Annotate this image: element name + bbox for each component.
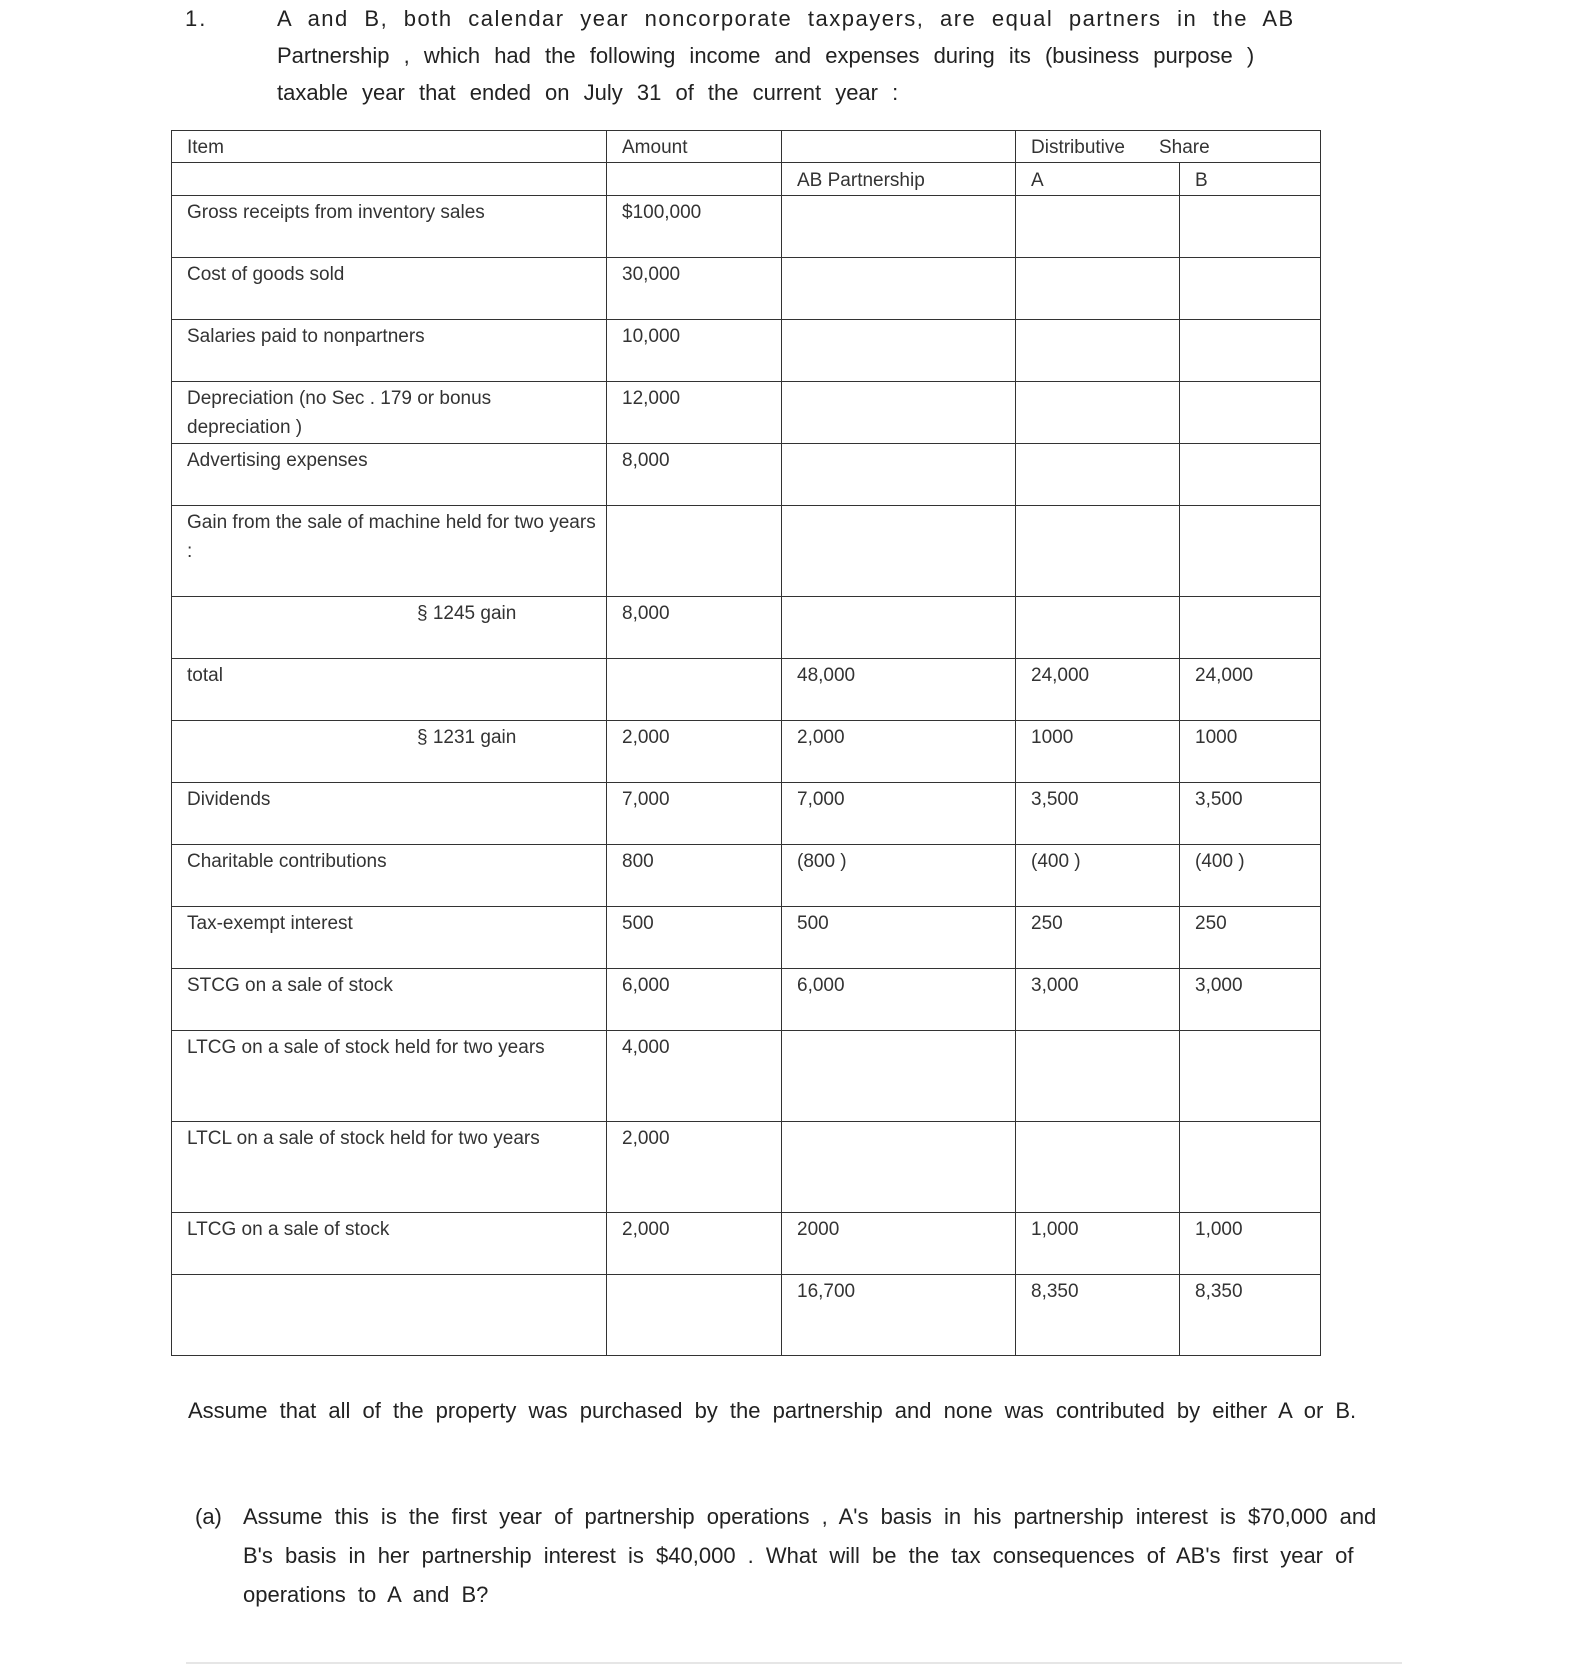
problem-statement	[277, 0, 1402, 111]
amount-cell: 2,000	[607, 1122, 782, 1213]
amount-cell	[607, 506, 782, 597]
amount-cell	[607, 659, 782, 721]
table-row	[172, 969, 1321, 1031]
amount-cell: 12,000	[607, 382, 782, 444]
item-cell: Tax-exempt interest	[172, 907, 607, 969]
amount-cell: 800	[607, 845, 782, 907]
question-label: (a)	[195, 1504, 222, 1529]
ab-partnership-cell: 7,000	[782, 783, 1016, 845]
ab-partnership-cell: 16,700	[782, 1275, 1016, 1356]
share-b-cell: 1000	[1180, 721, 1321, 783]
item-cell	[172, 1275, 607, 1356]
amount-cell: 30,000	[607, 258, 782, 320]
table-row	[172, 907, 1321, 969]
amount-cell: 10,000	[607, 320, 782, 382]
ab-partnership-cell	[782, 444, 1016, 506]
ab-partnership-cell: (800 )	[782, 845, 1016, 907]
table-row	[172, 382, 1321, 444]
table-row	[172, 506, 1321, 597]
amount-cell: 2,000	[607, 721, 782, 783]
share-a-cell	[1016, 597, 1180, 659]
problem-number: 1.	[185, 6, 208, 31]
problem-line-2: Partnership , which had the following income and expenses during its (business purpose )	[277, 43, 1255, 68]
problem-line-3: taxable year that ended on July 31 of the current year :	[277, 80, 899, 105]
share-b-cell: 8,350	[1180, 1275, 1321, 1356]
bottom-divider	[186, 1662, 1402, 1664]
share-a-cell	[1016, 320, 1180, 382]
share-a-cell	[1016, 196, 1180, 258]
amount-cell: $100,000	[607, 196, 782, 258]
table-row	[172, 1275, 1321, 1356]
share-a-cell	[1016, 444, 1180, 506]
ab-partnership-cell: 500	[782, 907, 1016, 969]
item-cell: Salaries paid to nonpartners	[172, 320, 607, 382]
share-a-cell: 24,000	[1016, 659, 1180, 721]
share-a-cell: 1000	[1016, 721, 1180, 783]
share-a-cell: (400 )	[1016, 845, 1180, 907]
share-b-cell	[1180, 320, 1321, 382]
share-a-cell: 3,000	[1016, 969, 1180, 1031]
amount-cell: 8,000	[607, 597, 782, 659]
share-b-cell	[1180, 1031, 1321, 1122]
subheader-blank-2	[607, 163, 782, 196]
table-row	[172, 721, 1321, 783]
table-row	[172, 845, 1321, 907]
problem-line-1: A and B, both calendar year noncorporate taxpayers, are equal partners in the AB	[277, 6, 1295, 31]
header-distributive-share	[1016, 131, 1321, 163]
share-b-cell: 24,000	[1180, 659, 1321, 721]
share-b-cell	[1180, 597, 1321, 659]
item-cell: total	[172, 659, 607, 721]
item-cell: LTCG on a sale of stock	[172, 1213, 607, 1275]
item-cell: STCG on a sale of stock	[172, 969, 607, 1031]
ab-partnership-cell	[782, 597, 1016, 659]
share-a-cell: 1,000	[1016, 1213, 1180, 1275]
table-row	[172, 1031, 1321, 1122]
header-amount: Amount	[607, 131, 782, 163]
share-b-cell: (400 )	[1180, 845, 1321, 907]
share-b-cell: 250	[1180, 907, 1321, 969]
ab-partnership-cell	[782, 1122, 1016, 1213]
ab-partnership-cell: 6,000	[782, 969, 1016, 1031]
item-cell: LTCL on a sale of stock held for two years	[172, 1122, 607, 1213]
table-subheader-row	[172, 163, 1321, 196]
item-cell: § 1245 gain	[172, 597, 607, 659]
ab-partnership-cell: 2,000	[782, 721, 1016, 783]
amount-cell	[607, 1275, 782, 1356]
share-a-cell	[1016, 258, 1180, 320]
ab-partnership-cell	[782, 1031, 1016, 1122]
header-share: Share	[1158, 137, 1210, 158]
amount-cell: 2,000	[607, 1213, 782, 1275]
header-b: B	[1180, 163, 1321, 196]
ab-partnership-cell: 48,000	[782, 659, 1016, 721]
item-cell: Charitable contributions	[172, 845, 607, 907]
ab-partnership-cell	[782, 506, 1016, 597]
share-b-cell: 3,000	[1180, 969, 1321, 1031]
share-b-cell	[1180, 1122, 1321, 1213]
ab-partnership-cell: 2000	[782, 1213, 1016, 1275]
share-b-cell	[1180, 382, 1321, 444]
header-a: A	[1016, 163, 1180, 196]
item-cell: Gain from the sale of machine held for two years :	[172, 506, 607, 597]
amount-cell: 4,000	[607, 1031, 782, 1122]
item-cell: Cost of goods sold	[172, 258, 607, 320]
share-a-cell	[1016, 506, 1180, 597]
share-b-cell: 1,000	[1180, 1213, 1321, 1275]
table-row	[172, 258, 1321, 320]
share-a-cell	[1016, 382, 1180, 444]
share-b-cell	[1180, 506, 1321, 597]
amount-cell: 500	[607, 907, 782, 969]
item-cell: Dividends	[172, 783, 607, 845]
share-a-cell	[1016, 1122, 1180, 1213]
table-row	[172, 444, 1321, 506]
ab-partnership-cell	[782, 382, 1016, 444]
item-cell: § 1231 gain	[172, 721, 607, 783]
table-row	[172, 597, 1321, 659]
table-header-row	[172, 131, 1321, 163]
table-row	[172, 196, 1321, 258]
share-b-cell	[1180, 258, 1321, 320]
share-a-cell: 3,500	[1016, 783, 1180, 845]
subheader-blank-1	[172, 163, 607, 196]
ab-partnership-cell	[782, 320, 1016, 382]
table-row	[172, 320, 1321, 382]
header-ab-partnership: AB Partnership	[782, 163, 1016, 196]
share-a-cell	[1016, 1031, 1180, 1122]
table-row	[172, 1213, 1321, 1275]
amount-cell: 8,000	[607, 444, 782, 506]
income-expense-table	[171, 130, 1321, 1356]
share-b-cell: 3,500	[1180, 783, 1321, 845]
share-b-cell	[1180, 444, 1321, 506]
amount-cell: 6,000	[607, 969, 782, 1031]
table-row	[172, 783, 1321, 845]
table-row	[172, 1122, 1321, 1213]
header-item: Item	[172, 131, 607, 163]
item-cell: LTCG on a sale of stock held for two years	[172, 1031, 607, 1122]
share-a-cell: 250	[1016, 907, 1180, 969]
item-cell: Advertising expenses	[172, 444, 607, 506]
assumption-note: Assume that all of the property was purchased by the partnership and none was contributed by either A or B.	[188, 1398, 1357, 1423]
table-row	[172, 659, 1321, 721]
amount-cell: 7,000	[607, 783, 782, 845]
item-cell: Gross receipts from inventory sales	[172, 196, 607, 258]
item-cell: Depreciation (no Sec . 179 or bonus depreciation )	[172, 382, 607, 444]
share-b-cell	[1180, 196, 1321, 258]
header-distributive: Distributive	[1031, 137, 1125, 158]
ab-partnership-cell	[782, 258, 1016, 320]
ab-partnership-cell	[782, 196, 1016, 258]
question-text: Assume this is the first year of partnership operations , A's basis in his partnership interest is $70,000 and B's basis in her partnership interest is $40,000 . What will be the tax consequences of AB's first year of operations to A and B?	[243, 1504, 1377, 1607]
header-blank	[782, 131, 1016, 163]
share-a-cell: 8,350	[1016, 1275, 1180, 1356]
